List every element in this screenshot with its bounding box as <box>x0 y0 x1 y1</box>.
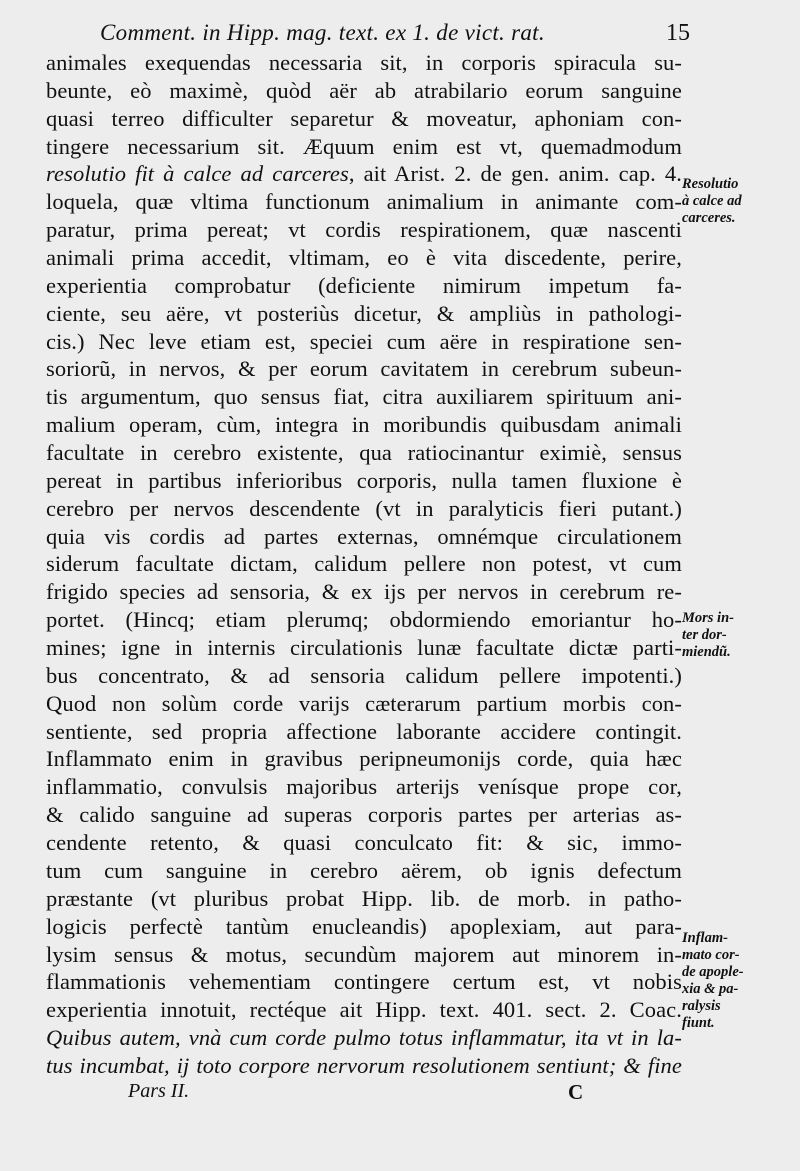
text-run: , ait Arist. 2. de gen. anim. cap. 4. <box>348 161 682 187</box>
footer-part: Pars II. <box>128 1080 190 1102</box>
text-line: ciente, seu aëre, vt posteriùs dicetur, & ampliùs in pathologi- <box>46 300 682 326</box>
text-line: pereat in partibus inferioribus corporis, nulla tamen fluxione è <box>46 467 682 493</box>
text-line: bus concentrato, & ad sensoria calidum pellere impotenti.) <box>46 662 682 688</box>
text-line: tus incumbat, ij toto corpore nervorum resolutionem sentiunt; & fine <box>46 1052 682 1078</box>
text-line: sentiente, sed propria affectione laborante accidere contingit. <box>46 718 682 744</box>
running-header <box>100 20 690 52</box>
margin-note-mors: Mors in- ter dor- miendũ. <box>682 610 734 660</box>
text-line: soriorũ, in nervos, & per eorum cavitatem in cerebrum subeun- <box>46 356 682 382</box>
italic-quote: resolutio fit à calce ad carceres <box>46 161 349 187</box>
margin-note-inflammato: Inflam- mato cor- de apople- xia & pa- ralysis fiunt. <box>682 930 744 1031</box>
text-line: beunte, eò maximè, quòd aër ab atrabilario eorum sanguine <box>46 77 682 103</box>
text-line: animali prima accedit, vltimam, eo è vita discedente, perire, <box>46 245 682 271</box>
text-line: quia vis cordis ad partes externas, omnémque circulationem <box>46 523 682 549</box>
text-line: Quod non solùm corde varijs cæterarum partium morbis con- <box>46 690 682 716</box>
page-footer <box>0 1080 800 1110</box>
text-line: Inflammato enim in gravibus peripneumonijs corde, quia hæc <box>46 746 682 772</box>
text-line: cis.) Nec leve etiam est, speciei cum aëre in respiratione sen- <box>46 328 682 354</box>
text-line: tingere necessarium sit. Æquum enim est vt, quemadmodum <box>46 133 682 159</box>
text-line: mines; igne in internis circulationis lunæ facultate dictæ parti- <box>46 635 682 661</box>
text-line: & calido sanguine ad superas corporis partes per arterias as- <box>46 802 682 828</box>
text-line: portet. (Hincq; etiam plerumq; obdormiendo emoriantur ho- <box>46 607 682 633</box>
signature-mark: C <box>568 1080 584 1104</box>
margin-note-resolutio: Resolutio à calce ad carceres. <box>682 176 742 226</box>
text-line: flammationis vehementiam contingere certum est, vt nobis <box>46 969 682 995</box>
text-line: tum cum sanguine in cerebro aërem, ob ignis defectum <box>46 857 682 883</box>
text-line: logicis perfectè tantùm enucleandis) apoplexiam, aut para- <box>46 913 682 939</box>
text-line: cerebro per nervos descendente (vt in paralyticis fieri putant.) <box>46 495 682 521</box>
text-line: quasi terreo difficulter separetur & moveatur, aphoniam con- <box>46 105 682 131</box>
body-text <box>46 49 682 1080</box>
text-line: frigido species ad sensoria, & ex ijs per nervos in cerebrum re- <box>46 579 682 605</box>
text-line <box>46 160 682 188</box>
text-line: siderum facultate dictam, calidum pellere non potest, vt cum <box>46 551 682 577</box>
text-line: experientia innotuit, rectéque ait Hipp. text. 401. sect. 2. Coac. <box>46 997 682 1023</box>
page-number: 15 <box>666 20 690 46</box>
text-line: paratur, prima pereat; vt cordis respirationem, quæ nascenti <box>46 217 682 243</box>
text-line: tis argumentum, quo sensus fiat, citra auxiliarem spirituum ani- <box>46 384 682 410</box>
text-line: experientia comprobatur (deficiente nimirum impetum fa- <box>46 272 682 298</box>
running-title: Comment. in Hipp. mag. text. ex 1. de vict. rat. <box>100 20 545 45</box>
text-line: loquela, quæ vltima functionum animalium in animante com- <box>46 189 682 215</box>
text-line: inflammatio, convulsis majoribus arterijs venísque prope cor, <box>46 774 682 800</box>
text-line: lysim sensus & motus, secundùm majorem aut minorem in- <box>46 941 682 967</box>
text-line: Quibus autem, vnà cum corde pulmo totus inflammatur, ita vt in la- <box>46 1025 682 1051</box>
text-line: animales exequendas necessaria sit, in corporis spiracula su- <box>46 50 682 75</box>
text-line: præstante (vt pluribus probat Hipp. lib. de morb. in patho- <box>46 885 682 911</box>
text-line: facultate in cerebro existente, qua ratiocinantur eximiè, sensus <box>46 440 682 466</box>
text-line: malium operam, cùm, integra in moribundis quibusdam animali <box>46 412 682 438</box>
text-line: cendente retento, & quasi conculcato fit: & sic, immo- <box>46 830 682 856</box>
